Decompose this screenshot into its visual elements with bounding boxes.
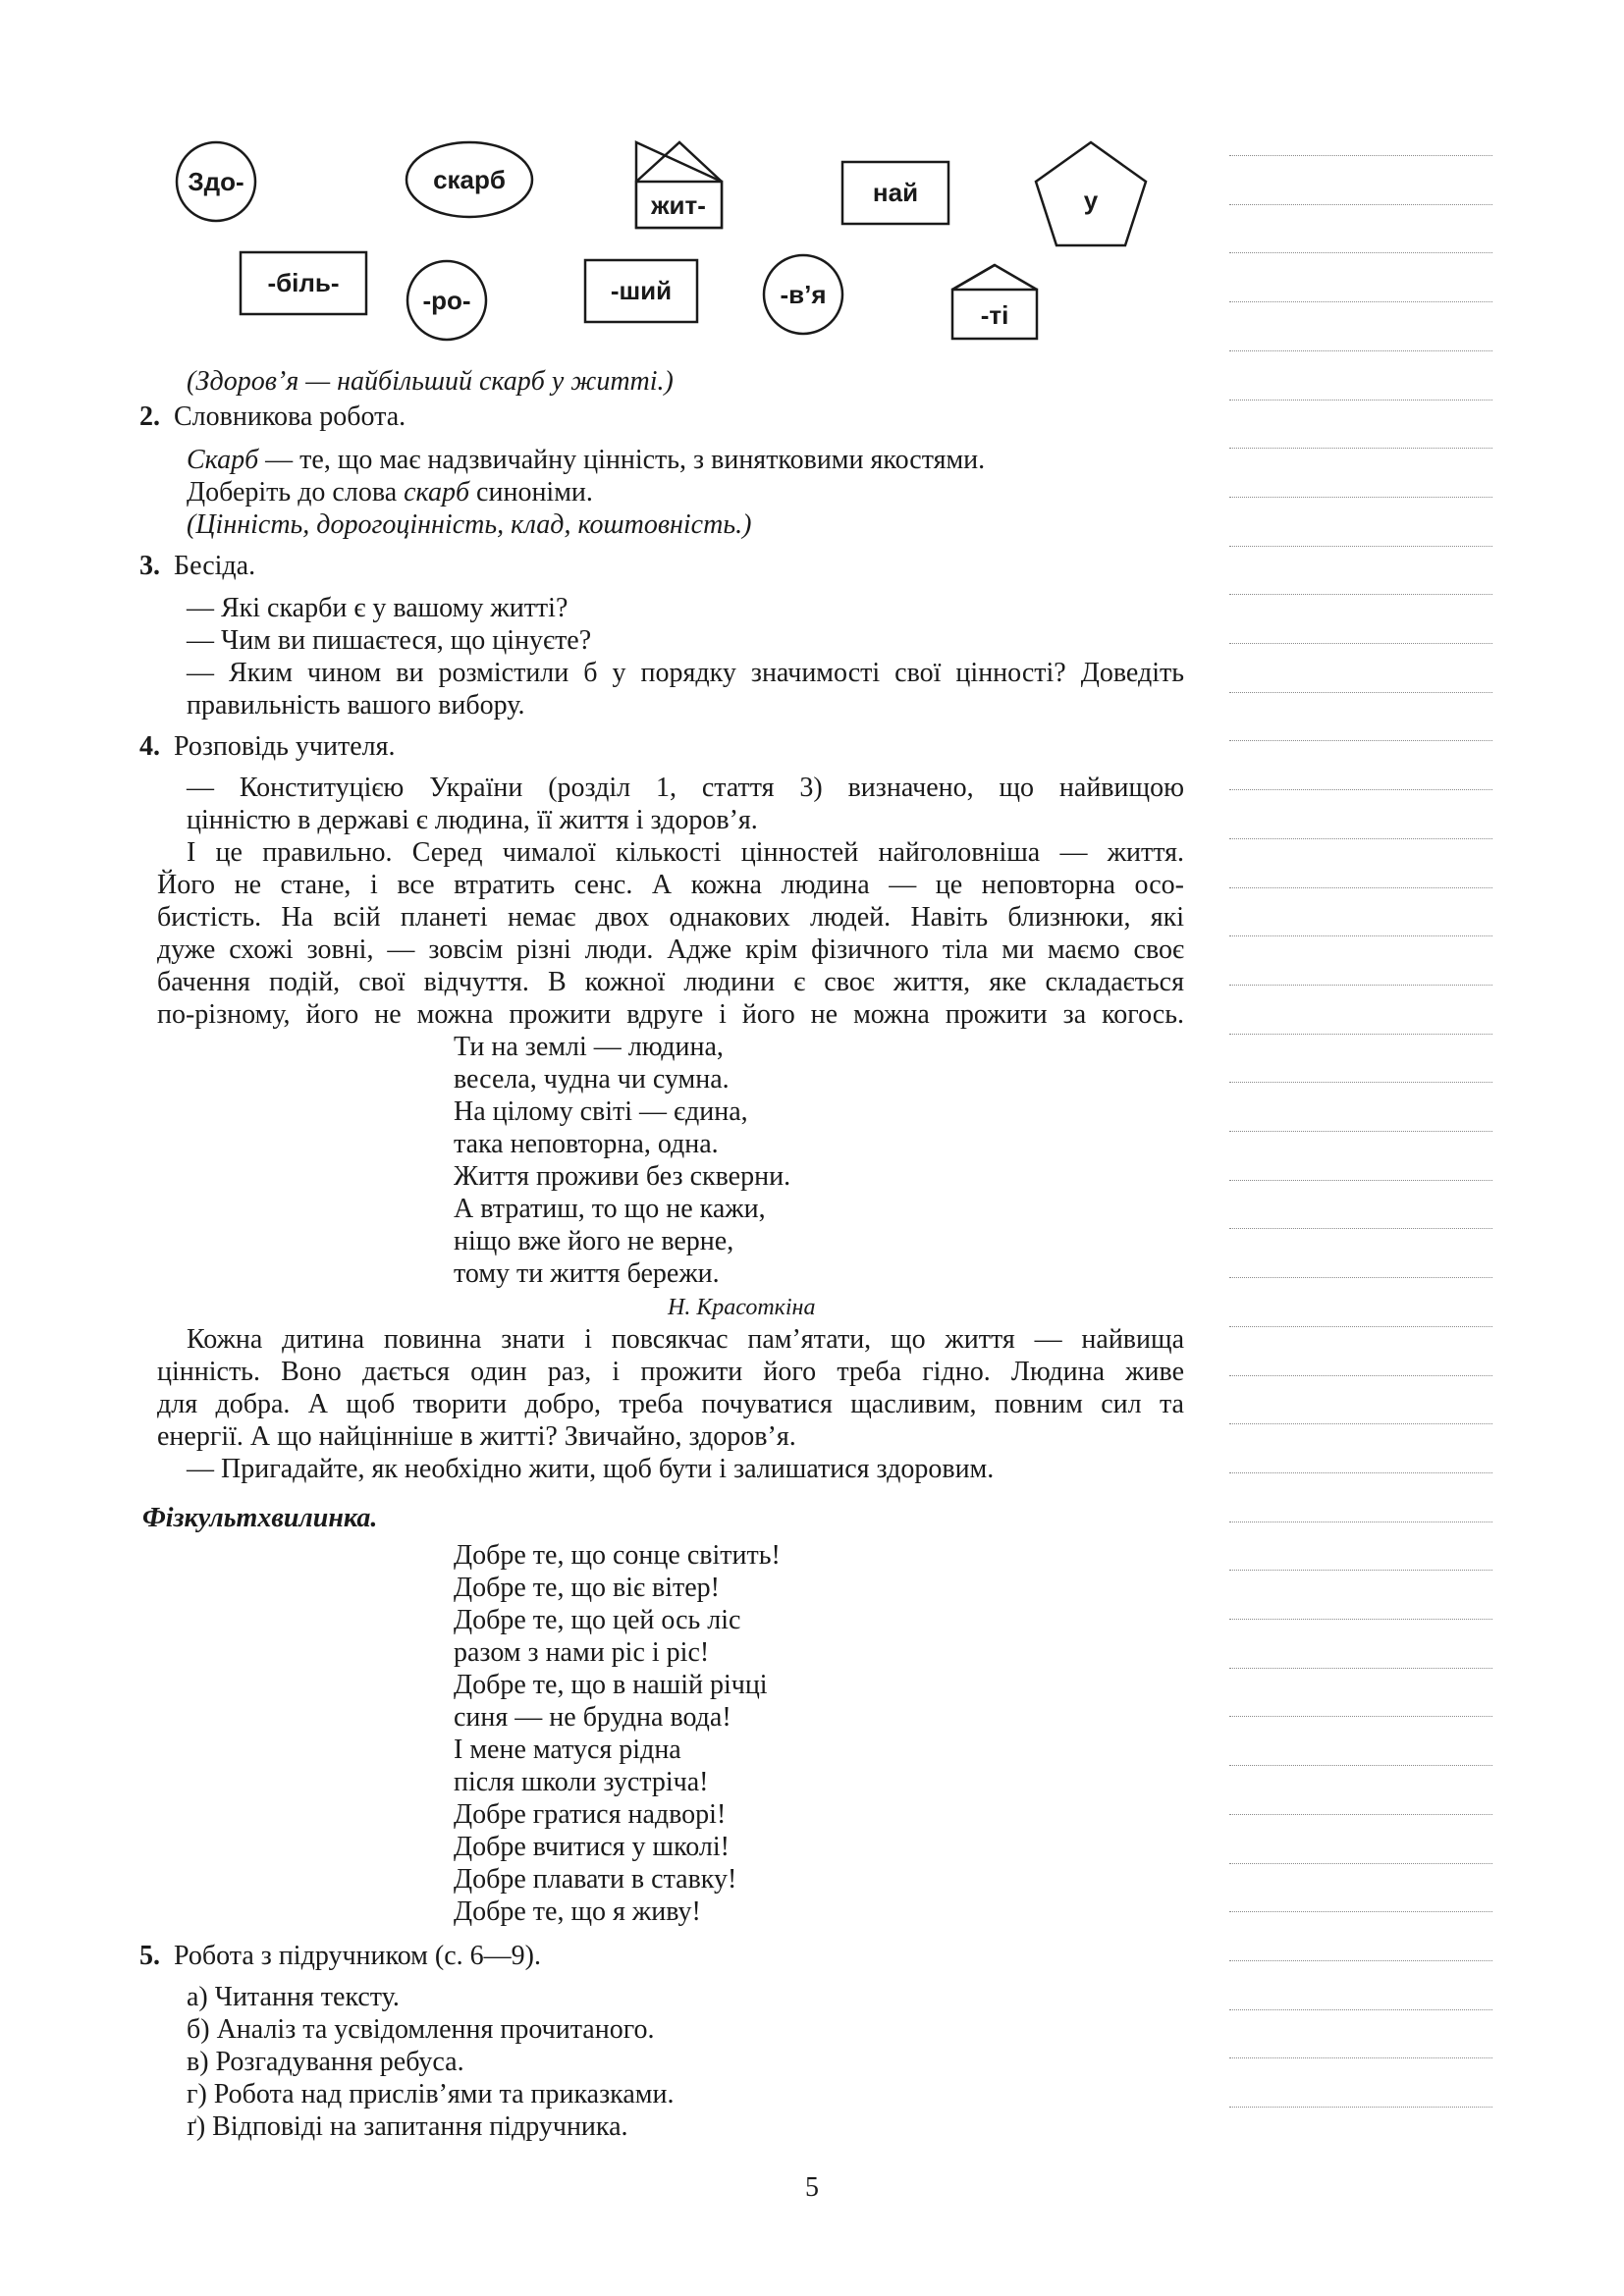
paragraph-line: цінність. Воно дається один раз, і прожити його треба гідно. Людина живе [157,1357,1184,1387]
margin-note-line [1229,2057,1492,2058]
puzzle-piece-label: жит- [651,190,706,220]
margin-note-line [1229,1911,1492,1912]
poem-line: разом з нами ріс і ріс! [454,1637,710,1668]
puzzle-piece-label: -ті [980,300,1009,330]
margin-note-line [1229,2009,1492,2010]
margin-note-line [1229,692,1492,693]
paragraph-line: цінністю в державі є людина, її життя і здоров’я. [187,805,758,835]
poem-line: тому ти життя бережи. [454,1258,720,1289]
poem-line: Добре те, що я живу! [454,1896,701,1927]
task-text: Доберіть до слова [187,477,405,507]
margin-note-line [1229,546,1492,547]
section-title: Розповідь учителя. [174,731,396,762]
paragraph-line: — Конституцією України (розділ 1, стаття 3) визначено, що найвищою [187,773,1184,803]
margin-note-line [1229,448,1492,449]
section-number: 2. [139,401,160,432]
margin-note-line [1229,1570,1492,1571]
poem-line: ніщо вже його не верне, [454,1226,734,1256]
section-number: 3. [139,551,160,581]
list-item: а) Читання тексту. [187,1982,400,2012]
margin-note-line [1229,1668,1492,1669]
margin-note-line [1229,740,1492,741]
definition-term: Скарб [187,445,259,475]
poem-line: Добре те, що віє вітер! [454,1573,721,1603]
margin-note-line [1229,1228,1492,1229]
poem-line: Життя проживи без скверни. [454,1161,791,1192]
poem-line: А втратиш, то що не кажи, [454,1194,766,1224]
margin-note-line [1229,935,1492,936]
margin-note-line [1229,1716,1492,1717]
margin-note-line [1229,204,1492,205]
question: — Яким чином ви розмістили б у порядку значимості свої цінності? Доведіть [187,658,1184,688]
margin-note-line [1229,1082,1492,1083]
puzzle-answer: (Здоров’я — найбільший скарб у житті.) [187,366,674,397]
synonym-task [187,476,593,508]
poem-line: Добре вчитися у школі! [454,1832,730,1862]
exercise-heading: Фізкультхвилинка. [142,1503,378,1533]
paragraph-line: енергії. А що найцінніше в житті? Звичайно, здоров’я. [157,1421,796,1452]
margin-note-line [1229,1131,1492,1132]
poem-line: після школи зустріча! [454,1767,709,1797]
section-3-heading [139,550,255,582]
poem-line: така неповторна, одна. [454,1129,719,1159]
margin-note-line [1229,789,1492,790]
poem-line: Добре плавати в ставку! [454,1864,737,1895]
puzzle-piece-label: скарб [433,165,506,194]
synonym-answer: (Цінність, дорогоцінність, клад, коштовність.) [187,509,752,540]
section-title: Робота з підручником (с. 6—9). [174,1941,541,1971]
poem-line: Добре гратися надворі! [454,1799,727,1830]
paragraph-line: бачення подій, свої відчуття. В кожної людини є своє життя, яке складається [157,967,1184,997]
margin-note-line [1229,2107,1492,2108]
margin-note-line [1229,155,1492,156]
list-item: б) Аналіз та усвідомлення прочитаного. [187,2014,655,2045]
page-number: 5 [805,2172,819,2203]
puzzle-piece-label: у [1083,186,1099,215]
section-number: 4. [139,731,160,762]
paragraph-line: для добра. А щоб творити добро, треба почуватися щасливим, повним сил та [157,1389,1184,1419]
list-item: в) Розгадування ребуса. [187,2047,464,2077]
margin-note-line [1229,1277,1492,1278]
poem-line: весела, чудна чи сумна. [454,1064,730,1095]
poem-line: На цілому світі — єдина, [454,1096,748,1127]
poem-line: Добре те, що в нашій річці [454,1670,768,1700]
puzzle-piece-label: Здо- [188,167,244,196]
puzzle-piece-label: най [872,178,919,207]
margin-note-line [1229,1423,1492,1424]
paragraph-line: І це правильно. Серед чималої кількості цінностей найголовніша — життя. [187,837,1184,868]
poem-line: Ти на землі — людина, [454,1032,724,1062]
list-item: ґ) Відповіді на запитання підручника. [187,2111,628,2142]
definition [187,444,985,476]
question-continued: правильність вашого вибору. [187,690,525,721]
margin-note-lines [1229,0,1492,2296]
paragraph-line: дуже схожі зовні, — зовсім різні люди. Адже крім фізичного тіла ми маємо своє [157,934,1184,965]
list-item: г) Робота над прислів’ями та приказками. [187,2079,675,2109]
puzzle-piece-label: -в’я [780,280,827,309]
margin-note-line [1229,252,1492,253]
margin-note-line [1229,838,1492,839]
definition-text: — те, що має надзвичайну цінність, з винятковими якостями. [258,445,986,475]
margin-note-line [1229,1180,1492,1181]
poem-line: І мене матуся рідна [454,1735,681,1765]
margin-note-line [1229,1863,1492,1864]
margin-note-line [1229,594,1492,595]
margin-note-line [1229,985,1492,986]
margin-note-line [1229,1765,1492,1766]
section-title: Словникова робота. [174,401,406,432]
question: — Які скарби є у вашому житті? [187,593,568,623]
margin-note-line [1229,1814,1492,1815]
section-4-heading [139,730,396,763]
task-word: скарб [404,477,470,507]
section-number: 5. [139,1941,160,1971]
margin-note-line [1229,350,1492,351]
puzzle-piece-label: -ро- [422,286,471,315]
paragraph-line: по-різному, його не можна прожити вдруге і його не можна прожити за когось. [157,999,1184,1030]
margin-note-line [1229,1472,1492,1473]
poem-line: синя — не брудна вода! [454,1702,731,1733]
margin-note-line [1229,497,1492,498]
poem-author: Н. Красоткіна [668,1295,816,1320]
task-text: синоніми. [469,477,593,507]
poem-line: Добре те, що сонце світить! [454,1540,781,1571]
paragraph-line: бистість. На всій планеті немає двох однакових людей. Навіть близнюки, які [157,902,1184,933]
question: — Чим ви пишаєтеся, що цінуєте? [187,625,592,656]
paragraph-line: Кожна дитина повинна знати і повсякчас пам’ятати, що життя — найвища [187,1324,1184,1355]
paragraph-line: — Пригадайте, як необхідно жити, щоб бути і залишатися здоровим. [187,1454,995,1484]
puzzle-piece-label: -біль- [267,268,340,297]
margin-note-line [1229,1619,1492,1620]
margin-note-line [1229,1034,1492,1035]
margin-note-line [1229,887,1492,888]
margin-note-line [1229,1326,1492,1327]
poem-line: Добре те, що цей ось ліс [454,1605,741,1635]
section-2-heading [139,400,406,433]
page-content [139,0,1188,2296]
section-title: Бесіда. [174,551,256,581]
paragraph-line: Його не стане, і все втратить сенс. А кожна людина — це неповторна осо- [157,870,1184,900]
margin-note-line [1229,1375,1492,1376]
margin-note-line [1229,301,1492,302]
puzzle-piece-label: -ший [610,276,673,305]
section-5-heading [139,1940,541,1972]
margin-note-line [1229,643,1492,644]
margin-note-line [1229,1960,1492,1961]
